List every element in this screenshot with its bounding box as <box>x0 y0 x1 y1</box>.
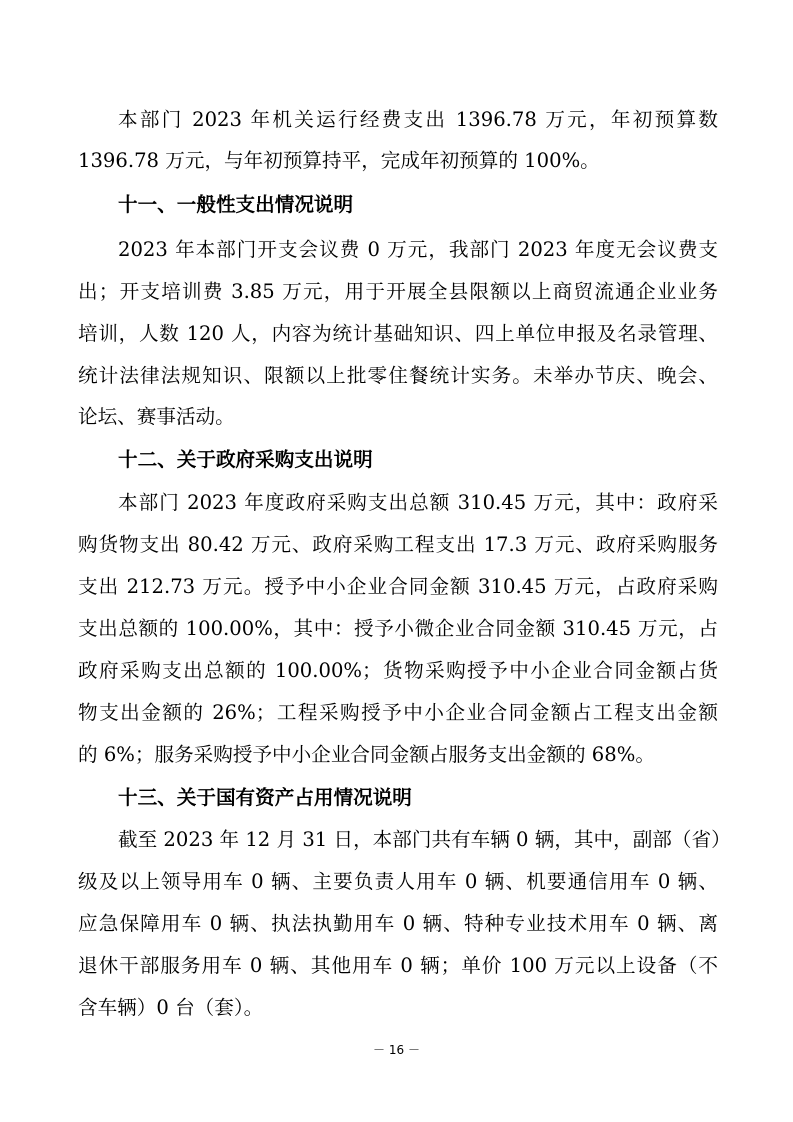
paragraph-line: 退休干部服务用车 0 辆、其他用车 0 辆；单价 100 万元以上设备（不 <box>78 954 718 977</box>
paragraph-line: 出；开支培训费 3.85 万元，用于开展全县限额以上商贸流通企业业务 <box>78 280 718 303</box>
paragraph-line: 培训，人数 120 人，内容为统计基础知识、四上单位申报及名录管理、 <box>78 322 718 345</box>
paragraph-line: 支出总额的 100.00%，其中：授予小微企业合同金额 310.45 万元，占 <box>78 617 718 640</box>
paragraph-line: 政府采购支出总额的 100.00%；货物采购授予中小企业合同金额占货 <box>78 659 718 682</box>
section-heading-11: 十一、一般性支出情况说明 <box>118 193 354 216</box>
paragraph-line: 应急保障用车 0 辆、执法执勤用车 0 辆、特种专业技术用车 0 辆、离 <box>78 912 718 935</box>
paragraph-line: 购货物支出 80.42 万元、政府采购工程支出 17.3 万元、政府采购服务 <box>78 533 718 556</box>
page-number: － 16 － <box>373 1043 420 1057</box>
paragraph-line: 截至 2023 年 12 月 31 日，本部门共有车辆 0 辆，其中，副部（省） <box>118 828 731 851</box>
paragraph-line: 含车辆）0 台（套）。 <box>78 996 264 1019</box>
paragraph-line: 物支出金额的 26%；工程采购授予中小企业合同金额占工程支出金额 <box>78 701 718 724</box>
paragraph-line: 级及以上领导用车 0 辆、主要负责人用车 0 辆、机要通信用车 0 辆、 <box>78 870 718 893</box>
section-heading-12: 十二、关于政府采购支出说明 <box>118 448 373 471</box>
paragraph-line: 论坛、赛事活动。 <box>78 405 235 428</box>
paragraph-line: 统计法律法规知识、限额以上批零住餐统计实务。未举办节庆、晚会、 <box>78 364 718 387</box>
paragraph-line: 的 6%；服务采购授予中小企业合同金额占服务支出金额的 68%。 <box>78 743 655 766</box>
paragraph-line: 支出 212.73 万元。授予中小企业合同金额 310.45 万元，占政府采购 <box>78 575 718 598</box>
paragraph-line: 本部门 2023 年度政府采购支出总额 310.45 万元，其中：政府采 <box>118 491 718 514</box>
paragraph-line: 2023 年本部门开支会议费 0 万元，我部门 2023 年度无会议费支 <box>118 238 718 261</box>
section-heading-13: 十三、关于国有资产占用情况说明 <box>118 786 412 809</box>
paragraph-line: 本部门 2023 年机关运行经费支出 1396.78 万元，年初预算数 <box>118 108 718 131</box>
paragraph-line: 1396.78 万元，与年初预算持平，完成年初预算的 100%。 <box>78 149 600 172</box>
